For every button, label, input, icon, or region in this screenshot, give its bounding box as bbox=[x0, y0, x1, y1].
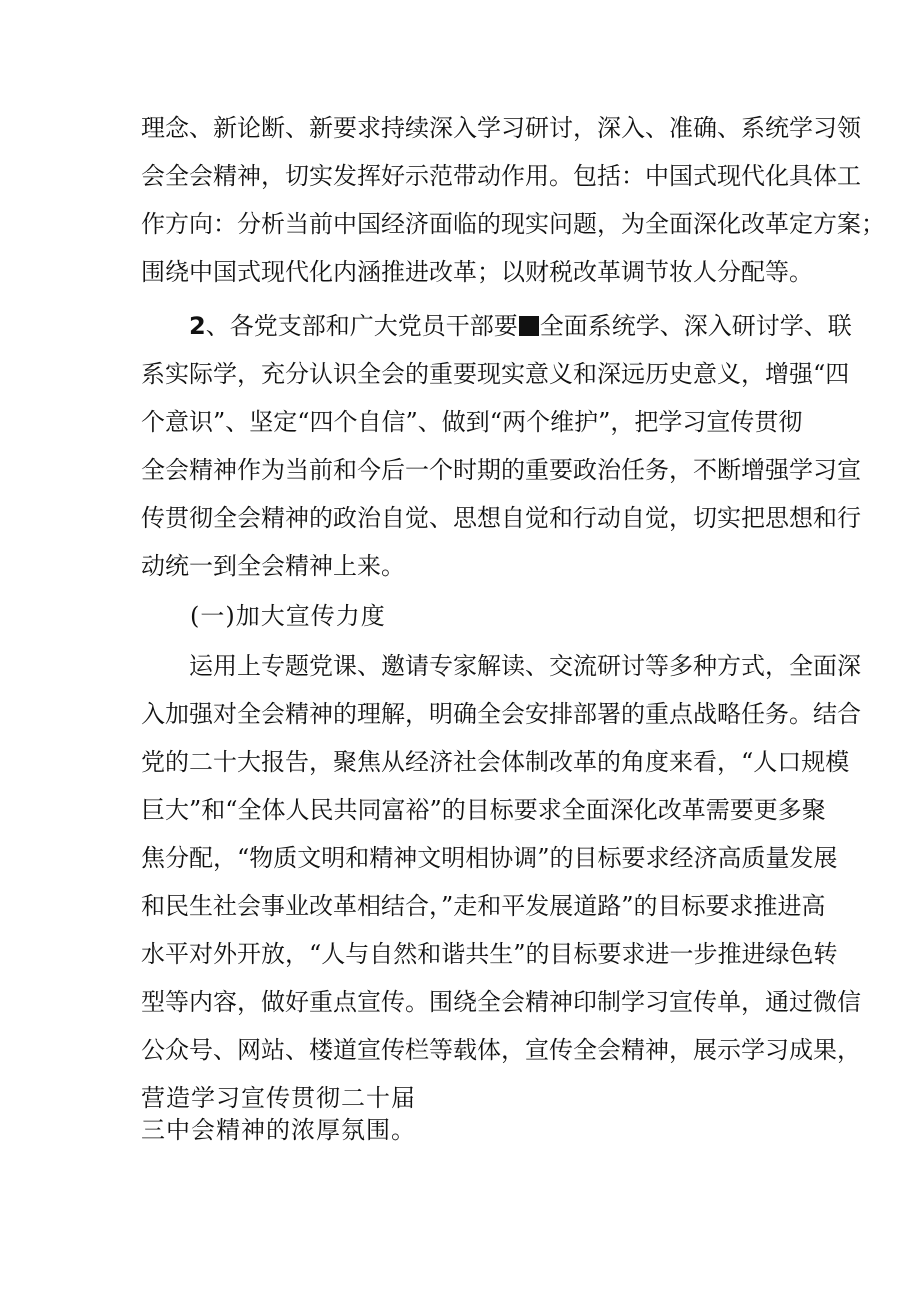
paragraph-2-line-2: 系实际学，充分认识全会的重要现实意义和深远历史意义，增强“四 bbox=[141, 360, 850, 388]
paragraph-3-line-2: 入加强对全会精神的理解，明确全会安排部署的重点战略任务。结合 bbox=[141, 700, 861, 728]
paragraph-3-line-4: 巨大”和“全体人民共同富裕”的目标要求全面深化改革需要更多聚 bbox=[141, 796, 826, 824]
paragraph-1-line-4: 围绕中国式现代化内涵推进改革；以财税改革调节妆人分配等。 bbox=[141, 258, 813, 286]
paragraph-2-line-3: 个意识”、坚定“四个自信”、做到“两个维护”，把学习宣传贯彻 bbox=[141, 408, 803, 436]
paragraph-3-line-6: 和民生社会事业改革相结合，”走和平发展道路”的目标要求推进高 bbox=[141, 892, 826, 920]
section-heading: (一)加大宣传力度 bbox=[190, 602, 386, 630]
paragraph-3-line-8: 型等内容，做好重点宣传。围绕全会精神印制学习宣传单，通过微信 bbox=[141, 988, 861, 1016]
paragraph-2-line-6: 动统一到全会精神上来。 bbox=[141, 552, 405, 580]
paragraph-3-line-10: 营造学习宣传贯彻二十届 bbox=[141, 1084, 416, 1112]
paragraph-3-line-1: 运用上专题党课、邀请专家解读、交流研讨等多种方式，全面深 bbox=[189, 652, 861, 680]
paragraph-3-line-5: 焦分配，“物质文明和精神文明相协调”的目标要求经济高质量发展 bbox=[141, 844, 838, 872]
paragraph-1-line-1: 理念、新论断、新要求持续深入学习研讨，深入、准确、系统学习领 bbox=[141, 114, 861, 142]
redaction-block bbox=[519, 316, 539, 336]
paragraph-2-line-1-part-b: 全面系统学、深入研讨学、联 bbox=[539, 312, 852, 340]
paragraph-3-line-7: 水平对外开放，“人与自然和谐共生”的目标要求进一步推进绿色转 bbox=[141, 940, 838, 968]
paragraph-3-line-11: 三中会精神的浓厚氛围。 bbox=[141, 1116, 416, 1144]
paragraph-2-line-5: 传贯彻全会精神的政治自觉、思想自觉和行动自觉，切实把思想和行 bbox=[141, 504, 861, 532]
paragraph-2-line-1 bbox=[189, 310, 852, 342]
item-number: 2 bbox=[189, 312, 206, 340]
paragraph-2-line-4: 全会精神作为当前和今后一个时期的重要政治任务，不断增强学习宣 bbox=[141, 456, 861, 484]
paragraph-1-line-2: 会全会精神，切实发挥好示范带动作用。包括：中国式现代化具体工 bbox=[141, 162, 861, 190]
paragraph-2-line-1-part-a: 、各党支部和广大党员干部要 bbox=[205, 312, 518, 340]
paragraph-3-line-3: 党的二十大报告，聚焦从经济社会体制改革的角度来看，“人口规模 bbox=[141, 748, 850, 776]
paragraph-3-line-9: 公众号、网站、楼道宣传栏等载体，宣传全会精神，展示学习成果， bbox=[141, 1036, 861, 1064]
paragraph-1-line-3: 作方向：分析当前中国经济面临的现实问题，为全面深化改革定方案； bbox=[141, 210, 885, 238]
